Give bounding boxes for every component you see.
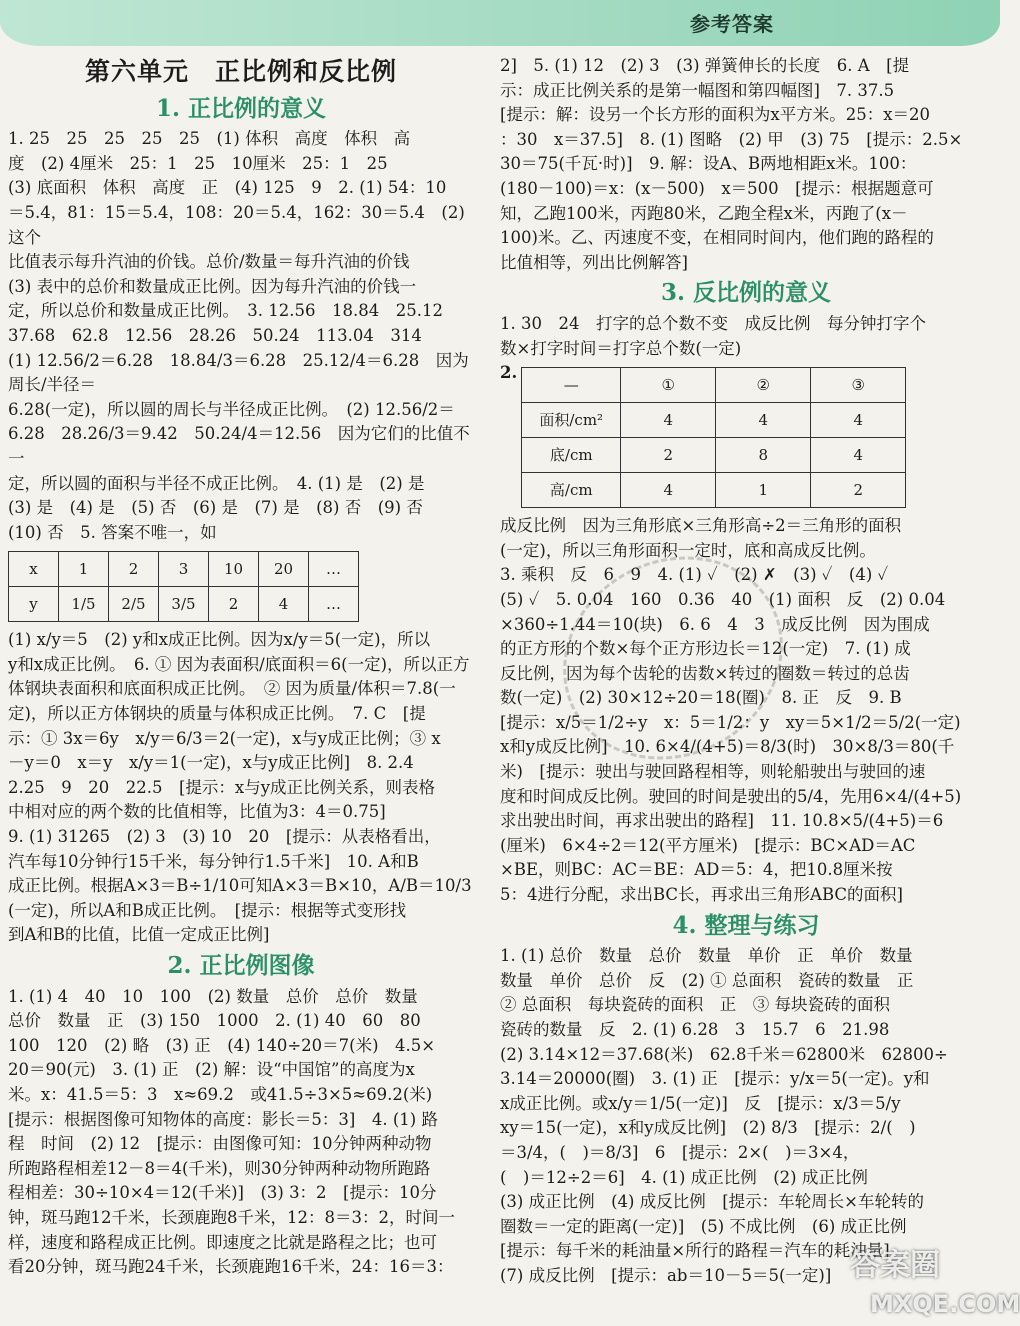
text-line: 9. (1) 31265 (2) 3 (3) 10 20 [提示：从表格看出， xyxy=(8,827,441,847)
table-cell: — xyxy=(522,368,621,403)
section-title-2: 2. 正比例图像 xyxy=(167,952,315,979)
triangle-table-wrap xyxy=(500,361,992,514)
text-line: xy＝15(一定)，x和y成反比例] (2) 8/3 [提示：2/( ) xyxy=(500,1118,916,1138)
text-line: [提示：根据图像可知物体的高度：影长＝5：3] 4. (1) 路 xyxy=(8,1109,438,1129)
text-line: 反比例，因为每个齿轮的齿数×转过的圈数＝转过的总齿 xyxy=(500,663,910,683)
text-line: 20＝90(元) 3. (1) 正 (2) 解：设“中国馆”的高度为x xyxy=(8,1060,415,1080)
text-line: (180－100)＝x：(x－500) x＝500 [提示：根据题意可 xyxy=(500,178,934,198)
text-line: 汽车每10分钟行15千米，每分钟行1.5千米] 10. A和B xyxy=(8,851,419,871)
table-row xyxy=(522,473,906,508)
text-line: x成正比例。或x/y＝1/5(一定)] 反 [提示：x/3＝5/y xyxy=(500,1093,901,1113)
text-line: (3) 成正比例 (4) 成反比例 [提示：车轮周长×车轮转的 xyxy=(500,1192,924,1212)
text-line: ×BE，则BC：AC＝BE：AD＝5：4，把10.8厘米按 xyxy=(500,860,893,880)
text-line: 数×打字时间＝打字总个数(一定) xyxy=(500,338,742,358)
text-line: ×360÷1.44＝10(块) 6. 6 4 3 成反比例 因为围成 xyxy=(500,614,930,634)
left-column xyxy=(8,54,474,1280)
table-cell: 4 xyxy=(621,473,716,508)
table-row xyxy=(522,438,906,473)
table-cell: 2 xyxy=(109,552,159,587)
section-title-3: 3. 反比例的意义 xyxy=(660,279,832,307)
text-line: (一定)，所以A和B成正比例。 [提示：根据等式变形找 xyxy=(8,900,407,920)
text-line: 1. (1) 总价 数量 总价 数量 单价 正 单价 数量 xyxy=(500,946,913,966)
text-line: [提示：解：设另一个长方形的面积为x平方米。25：x＝20 xyxy=(500,105,931,125)
section-2-continued xyxy=(500,54,992,275)
text-line: 成反比例 因为三角形底×三角形高÷2＝三角形的面积 xyxy=(500,516,902,536)
text-line: 3. 乘积 反 6 9 4. (1) ✓ (2) ✗ (3) ✓ (4) ✓ xyxy=(500,565,889,585)
table-cell: … xyxy=(309,552,359,587)
question-number: 2. xyxy=(500,363,518,383)
text-line: 1. (1) 4 40 10 100 (2) 数量 总价 总价 数量 xyxy=(8,986,418,1006)
text-line: 定，所以圆的面积与半径不成正比例。 4. (1) 是 (2) 是 xyxy=(8,473,425,493)
text-line: 知，乙跑100米，丙跑80米，乙跑全程x米，丙跑了(x－ xyxy=(500,203,908,223)
text-line: ＝5.4，81：15＝5.4，108：20＝5.4，162：30＝5.4 (2) 这个 xyxy=(8,202,465,247)
text-line: y和x成正比例。 6. ① 因为表面积/底面积＝6(一定)，所以正方 xyxy=(8,654,470,674)
text-line: (3) 是 (4) 是 (5) 否 (6) 是 (7) 是 (8) 否 (9) 否 xyxy=(8,498,423,518)
table-cell: 底/cm xyxy=(522,438,621,473)
table-cell: 4 xyxy=(716,403,811,438)
triangle-table xyxy=(521,367,906,508)
table-cell: … xyxy=(309,587,359,622)
text-line: 2.25 9 20 22.5 [提示：x与y成正比例关系，则表格 xyxy=(8,777,436,797)
text-line: 100)米。乙、丙速度不变，在相同时间内，他们跑的路程的 xyxy=(500,228,934,248)
table-cell: 面积/cm² xyxy=(522,403,621,438)
table-cell: 20 xyxy=(259,552,309,587)
text-line: 所跑路程相差12－8＝4(千米)，则30分钟两种动物所跑路 xyxy=(8,1158,431,1178)
text-line: 看20分钟，斑马跑24千米，长颈鹿跑16千米，24：16＝3： xyxy=(8,1257,454,1277)
text-line: 度和时间成反比例。驶回的时间是驶出的5/4，先用6×4/(4+5) xyxy=(500,786,962,806)
text-line: (1) x/y＝5 (2) y和x成正比例。因为x/y＝5(一定)，所以 xyxy=(8,630,431,650)
text-line: 示：成正比例关系的是第一幅图和第四幅图] 7. 37.5 xyxy=(500,80,895,100)
text-line: 钟，斑马跑12千米，长颈鹿跑8千米，12：8＝3：2，时间一 xyxy=(8,1207,455,1227)
table-cell: 高/cm xyxy=(522,473,621,508)
table-row xyxy=(522,368,906,403)
unit-title: 第六单元 正比例和反比例 xyxy=(84,57,397,86)
watermark-url: MXQE.COM xyxy=(870,1290,1020,1318)
section-3-text xyxy=(500,312,992,361)
text-line: 6.28 28.26/3＝9.42 50.24/4＝12.56 因为它们的比值不一 xyxy=(8,424,470,468)
text-line: (一定)，所以三角形面积一定时，底和高成反比例。 xyxy=(500,540,876,560)
text-line: 程相差：30÷10×4＝12(千米)] (3) 3：2 [提示：10分 xyxy=(8,1183,437,1203)
table-cell: x xyxy=(9,552,59,587)
table-cell: ① xyxy=(621,368,716,403)
text-line: 100 120 (2) 略 (3) 正 (4) 140÷20＝7(米) 4.5× xyxy=(8,1035,436,1055)
text-line: 比值相等，列出比例解答] xyxy=(500,252,688,272)
table-cell: 4 xyxy=(811,403,906,438)
section-4-text xyxy=(500,944,992,1288)
text-line: 2] 5. (1) 12 (2) 3 (3) 弹簧伸长的长度 6. A [提 xyxy=(500,56,910,75)
table-cell: 1 xyxy=(59,552,109,587)
table-cell: 1 xyxy=(716,473,811,508)
text-line: 到A和B的比值，比值一定成正比例] xyxy=(8,925,270,945)
table-row xyxy=(522,403,906,438)
section-2-text xyxy=(8,985,474,1280)
text-line: (1) 12.56/2＝6.28 18.84/3＝6.28 25.12/4＝6.28 因为周长/半径＝ xyxy=(8,350,469,395)
text-line: [提示：x/5＝1/2÷y x：5＝1/2：y xy＝5×1/2＝5/2(一定) xyxy=(500,712,961,732)
text-line: 总价 数量 正 (3) 150 1000 2. (1) 40 60 80 xyxy=(8,1011,421,1031)
text-line: 体钢块表面积和底面积成正比例。 ② 因为质量/体积＝7.8(一 xyxy=(8,679,456,699)
text-line: 30＝75(千瓦·时)] 9. 解：设A、B两地相距x米。100： xyxy=(500,154,917,174)
section-title-4: 4. 整理与练习 xyxy=(672,911,820,939)
text-line: (7) 成反比例 [提示：ab＝10－5＝5(一定)] xyxy=(500,1265,832,1285)
text-line: 成正比例。根据A×3＝B÷1/10可知A×3＝B×10，A/B＝10/3 xyxy=(8,876,472,896)
text-line: －y＝0 x＝y x/y＝1(一定)，x与y成正比例] 8. 2.4 xyxy=(8,753,414,773)
text-line: 样，速度和路程成正比例。即速度之比就是路程之比；也可 xyxy=(8,1232,437,1252)
text-line: (10) 否 5. 答案不唯一，如 xyxy=(8,522,217,542)
table-cell: 2/5 xyxy=(109,587,159,622)
text-line: 比值表示每升汽油的价钱。总价/数量＝每升汽油的价钱 xyxy=(8,252,410,272)
text-line: [提示：每千米的耗油量×所行的路程＝汽车的耗油量] xyxy=(500,1241,890,1261)
text-line: 中相对应的两个数的比值相等，比值为3：4＝0.75] xyxy=(8,802,386,822)
text-line: ：30 x＝37.5] 8. (1) 图略 (2) 甲 (3) 75 [提示：2.5× xyxy=(500,129,963,149)
text-line: 定)，所以正方体钢块的质量与体积成正比例。 7. C [提 xyxy=(8,704,426,724)
text-line: 度 (2) 4厘米 25：1 25 10厘米 25：1 25 xyxy=(8,153,388,173)
table-cell: 4 xyxy=(811,438,906,473)
table-row xyxy=(9,587,359,622)
text-line: 37.68 62.8 12.56 28.26 50.24 113.04 314 xyxy=(8,325,422,345)
table-cell: 2 xyxy=(209,587,259,622)
text-line: 数(一定) (2) 30×12÷20＝18(圈) 8. 正 反 9. B xyxy=(500,688,902,708)
table-cell: 8 xyxy=(716,438,811,473)
text-line: 瓷砖的数量 反 2. (1) 6.28 3 15.7 6 21.98 xyxy=(500,1020,890,1039)
section-1-text xyxy=(8,127,474,545)
text-line: 定，所以总价和数量成正比例。 3. 12.56 18.84 25.12 xyxy=(8,301,443,321)
table-cell: ③ xyxy=(811,368,906,403)
text-line: 5：4进行分配，求出BC长，再求出三角形ABC的面积] xyxy=(500,885,903,905)
table-cell: 3/5 xyxy=(159,587,209,622)
text-line: 示：① 3x＝6y x/y＝6/3＝2(一定)，x与y成正比例；③ x xyxy=(8,728,441,748)
watermark-logo: 答案圈 xyxy=(850,1248,940,1283)
header-band xyxy=(0,0,1000,46)
text-line: (3) 底面积 体积 高度 正 (4) 125 9 2. (1) 54：10 xyxy=(8,178,447,198)
text-line: 3.14＝20000(圈) 3. (1) 正 [提示：y/x＝5(一定)。y和 xyxy=(500,1069,930,1089)
text-line: ＝3/4，( )＝8/3] 6 [提示：2×( )＝3×4， xyxy=(500,1142,860,1162)
table-cell: 4 xyxy=(621,403,716,438)
section-title-1: 1. 正比例的意义 xyxy=(155,94,327,122)
table-cell: 2 xyxy=(621,438,716,473)
text-line: 程 时间 (2) 12 [提示：由图像可知：10分钟两种动物 xyxy=(8,1134,432,1154)
text-line: ② 总面积 每块瓷砖的面积 正 ③ 每块瓷砖的面积 xyxy=(500,995,890,1015)
text-line: 1. 30 24 打字的总个数不变 成反比例 每分钟打字个 xyxy=(500,313,926,333)
text-line: 求出驶出时间，再求出驶出的路程] 11. 10.8×5/(4+5)＝6 xyxy=(500,811,944,831)
text-line: 数量 单价 总价 反 (2) ① 总面积 瓷砖的数量 正 xyxy=(500,970,914,990)
text-line: (厘米) 6×4÷2＝12(平方厘米) [提示：BC×AD＝AC xyxy=(500,835,916,855)
text-line: 圈数＝一定的距离(一定)] (5) 不成比例 (6) 成正比例 xyxy=(500,1216,907,1236)
text-line: 1. 25 25 25 25 25 (1) 体积 高度 体积 高 xyxy=(8,129,411,149)
table-cell: 2 xyxy=(811,473,906,508)
section-1-text-b xyxy=(8,628,474,948)
text-line: (5) ✓ 5. 0.04 160 0.36 40 (1) 面积 反 (2) 0.04 xyxy=(500,589,946,609)
text-line: 的正方形的个数×每个正方形边长＝12(一定) 7. (1) 成 xyxy=(500,639,911,659)
table-cell: y xyxy=(9,587,59,622)
text-line: (3) 表中的总价和数量成正比例。因为每升汽油的价钱一 xyxy=(8,276,417,296)
text-line: 米。x：41.5＝5：3 x≈69.2 或41.5÷3×5≈69.2(米) xyxy=(8,1084,433,1104)
table-cell: 3 xyxy=(159,552,209,587)
text-line: ( )＝12÷2＝6] 4. (1) 成正比例 (2) 成正比例 xyxy=(500,1167,868,1187)
header-label: 参考答案 xyxy=(690,12,774,36)
text-line: x和y成反比例] 10. 6×4/(4+5)＝8/3(时) 30×8/3＝80(千 xyxy=(500,737,955,757)
text-line: 6.28(一定)，所以圆的周长与半径成正比例。 (2) 12.56/2＝ xyxy=(8,399,455,419)
table-row xyxy=(9,552,359,587)
table-cell: 1/5 xyxy=(59,587,109,622)
text-line: (2) 3.14×12＝37.68(米) 62.8千米＝62800米 62800÷ xyxy=(500,1044,948,1064)
table-cell: ② xyxy=(716,368,811,403)
table-cell: 4 xyxy=(259,587,309,622)
xy-table xyxy=(8,551,359,622)
text-line: 米) [提示：驶出与驶回路程相等，则轮船驶出与驶回的速 xyxy=(500,762,926,782)
table-cell: 10 xyxy=(209,552,259,587)
